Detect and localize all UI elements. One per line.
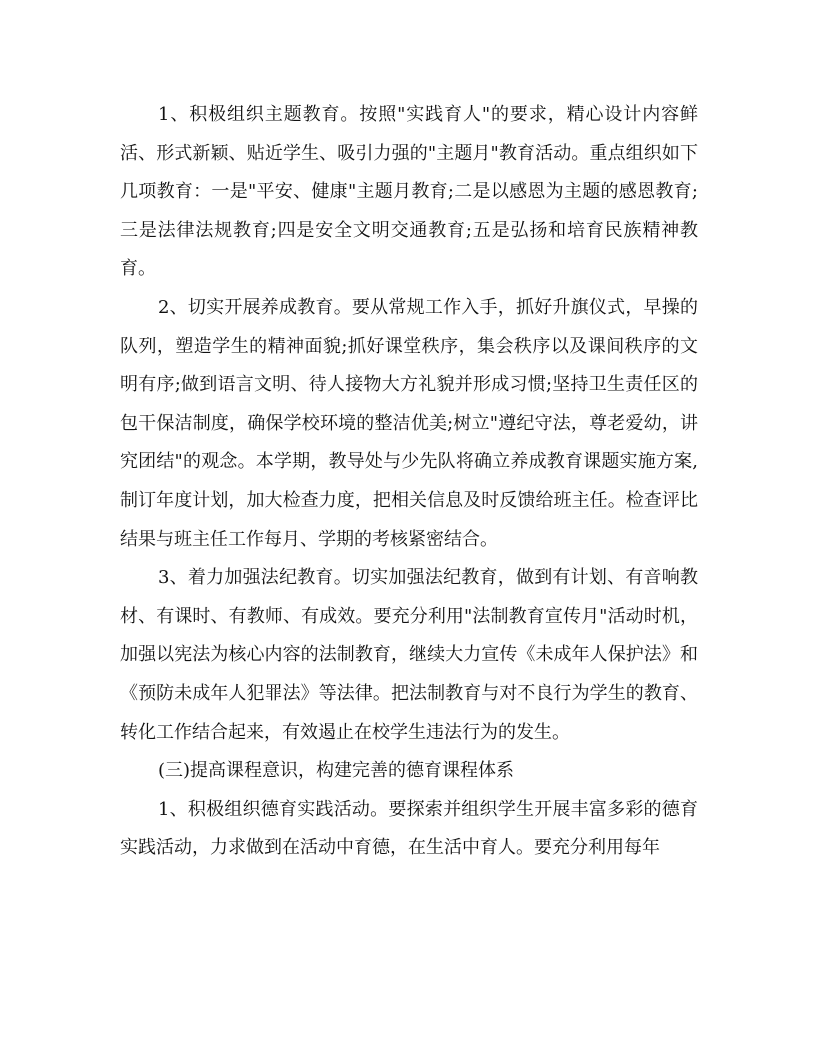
paragraph-law-education: 3、着力加强法纪教育。切实加强法纪教育，做到有计划、有音响教材、有课时、有教师、有成效。要充分利用"法制教育宣传月"活动时机，加强以宪法为核心内容的法制教育，继续大力宣传《未成年人保护法》和《预防未成年人犯罪法》等法律。把法制教育与对不良行为学生的教育、转化工作结合起来，有效遏止在校学生违法行为的发生。	[120, 567, 698, 743]
paragraph-theme-education: 1、积极组织主题教育。按照"实践育人"的要求，精心设计内容鲜活、形式新颖、贴近学生、吸引力强的"主题月"教育活动。重点组织如下几项教育：一是"平安、健康"主题月教育;二是以感恩为主题的感恩教育;三是法律法规教育;四是安全文明交通教育;五是弘扬和培育民族精神教育。	[120, 104, 698, 280]
paragraph-practice-activities: 1、积极组织德育实践活动。要探索并组织学生开展丰富多彩的德育实践活动，力求做到在活动中育德，在生活中育人。要充分利用每年	[120, 798, 698, 859]
section-heading-curriculum: (三)提高课程意识，构建完善的德育课程体系	[158, 760, 515, 782]
document-body	[120, 96, 698, 868]
paragraph-habit-education: 2、切实开展养成教育。要从常规工作入手，抓好升旗仪式，早操的队列，塑造学生的精神面貌;抓好课堂秩序，集会秩序以及课间秩序的文明有序;做到语言文明、待人接物大方礼貌并形成习惯;坚持卫生责任区的包干保洁制度，确保学校环境的整洁优美;树立"遵纪守法，尊老爱幼，讲究团结"的观念。本学期，教导处与少先队将确立养成教育课题实施方案,制订年度计划，加大检查力度，把相关信息及时反馈给班主任。检查评比结果与班主任工作每月、学期的考核紧密结合。	[120, 296, 698, 550]
